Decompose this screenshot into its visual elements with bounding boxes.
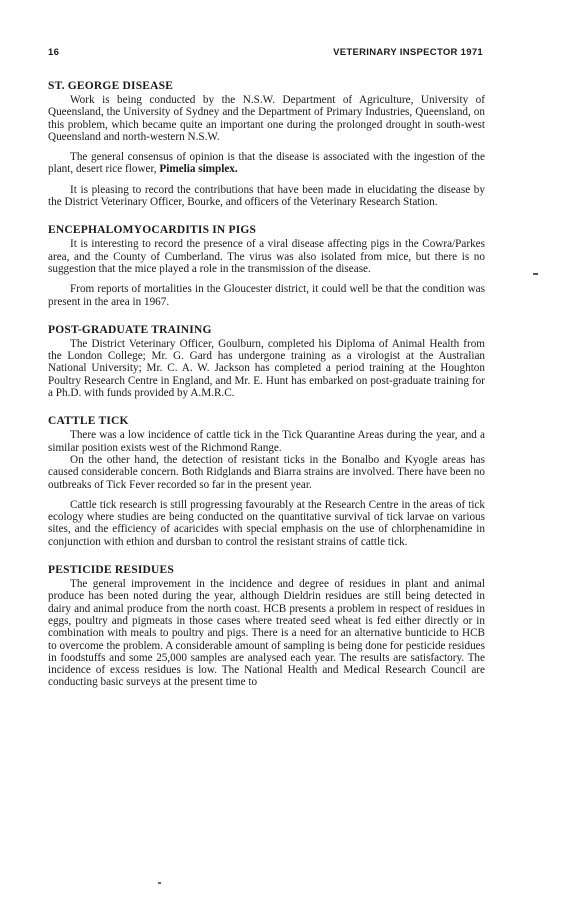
section-post-graduate-training [48,323,485,399]
section-heading: POST-GRADUATE TRAINING [48,323,212,336]
section-encephalomyocarditis [48,223,485,307]
margin-mark [533,273,538,275]
article-body [48,79,485,704]
section-heading: PESTICIDE RESIDUES [48,564,174,577]
paragraph: It is pleasing to record the contributions that have been made in elucidating the disease by the District Veterinary Officer, Bourke, and officers of the Veterinary Research Station. [48,183,485,209]
section-cattle-tick [48,414,485,548]
section-heading: ST. GEORGE DISEASE [48,80,174,92]
journal-title: VETERINARY INSPECTOR 1971 [333,47,483,58]
section-pesticide-residues [48,563,485,689]
section-heading: ENCEPHALOMYOCARDITIS IN PIGS [48,224,257,237]
paragraph-text: The general consensus of opinion is that the disease is associated with the ingestion of the plant, desert rice flower, [48,151,485,176]
paragraph: From reports of mortalities in the Gloucester district, it could well be that the condition was present in the area in 1967. [48,283,485,308]
foot-mark [158,882,161,884]
paragraph: On the other hand, the detection of resistant ticks in the Bonalbo and Kyogle areas has caused considerable concern. Both Ridglands and Biarra strains are involved. There have been no outbreaks of Tick Fever recorded so far in the present year. [48,453,485,491]
section-heading: CATTLE TICK [48,415,129,428]
page-number: 16 [48,47,60,58]
paragraph: It is interesting to record the presence of a viral disease affecting pigs in the Cowra/Parkes area, and the County of Cumberland. The virus was also isolated from mice, but there is no suggestion that the mice played a role in the transmission of the disease. [48,238,485,275]
paragraph: The general improvement in the incidence and degree of residues in plant and animal produce has been noted during the year, although Dieldrin residues are still being detected in dairy and animal produce from the north coast. HCB presents a problem in respect of residues in eggs, poultry and pigmeats in those cases where treated seed wheat is fed either directly or in combination with meals to poultry and pigs. There is a need for an alternative bunticide to HCB to overcome the problem. A considerable amount of sampling is being done for pesticide residues in foodstuffs and some 25,000 samples are analysed each year. The results are satisfactory. The incidence of excess residues is low. The National Health and Medical Research Council are conducting basic surveys at the present time to [48,578,485,689]
plant-name: Pimelia simplex. [159,163,238,176]
paragraph: Work is being conducted by the N.S.W. Department of Agriculture, University of Queensland, the University of Sydney and the Department of Primary Industries, Queensland, on this problem, which became quite an important one during the prolonged drought in south-west Queensland and north-western N.S.W. [48,94,485,143]
paragraph: The District Veterinary Officer, Goulburn, completed his Diploma of Animal Health from the London College; Mr. G. Gard has undergone training as a virologist at the Australian National University; Mr. C. A. W. Jackson has completed a period training at the Houghton Poultry Research Centre in England, and Mr. E. Hunt has embarked on post-graduate training for a Ph.D. with funds provided by A.M.R.C. [48,337,485,400]
paragraph: Cattle tick research is still progressing favourably at the Research Centre in the areas of tick ecology where studies are being conducted on the quantitative survival of tick larvae on various sites, and the efficiency of acaricides with special emphasis on the use of chlorphenamidine in conjunction with ethion and dursban to control the resistant strains of cattle tick. [48,498,485,548]
section-st-george-disease [48,79,485,208]
paragraph: There was a low incidence of cattle tick in the Tick Quarantine Areas during the year, and a similar position exists west of the Richmond Range. [48,429,485,454]
paragraph [48,151,485,176]
